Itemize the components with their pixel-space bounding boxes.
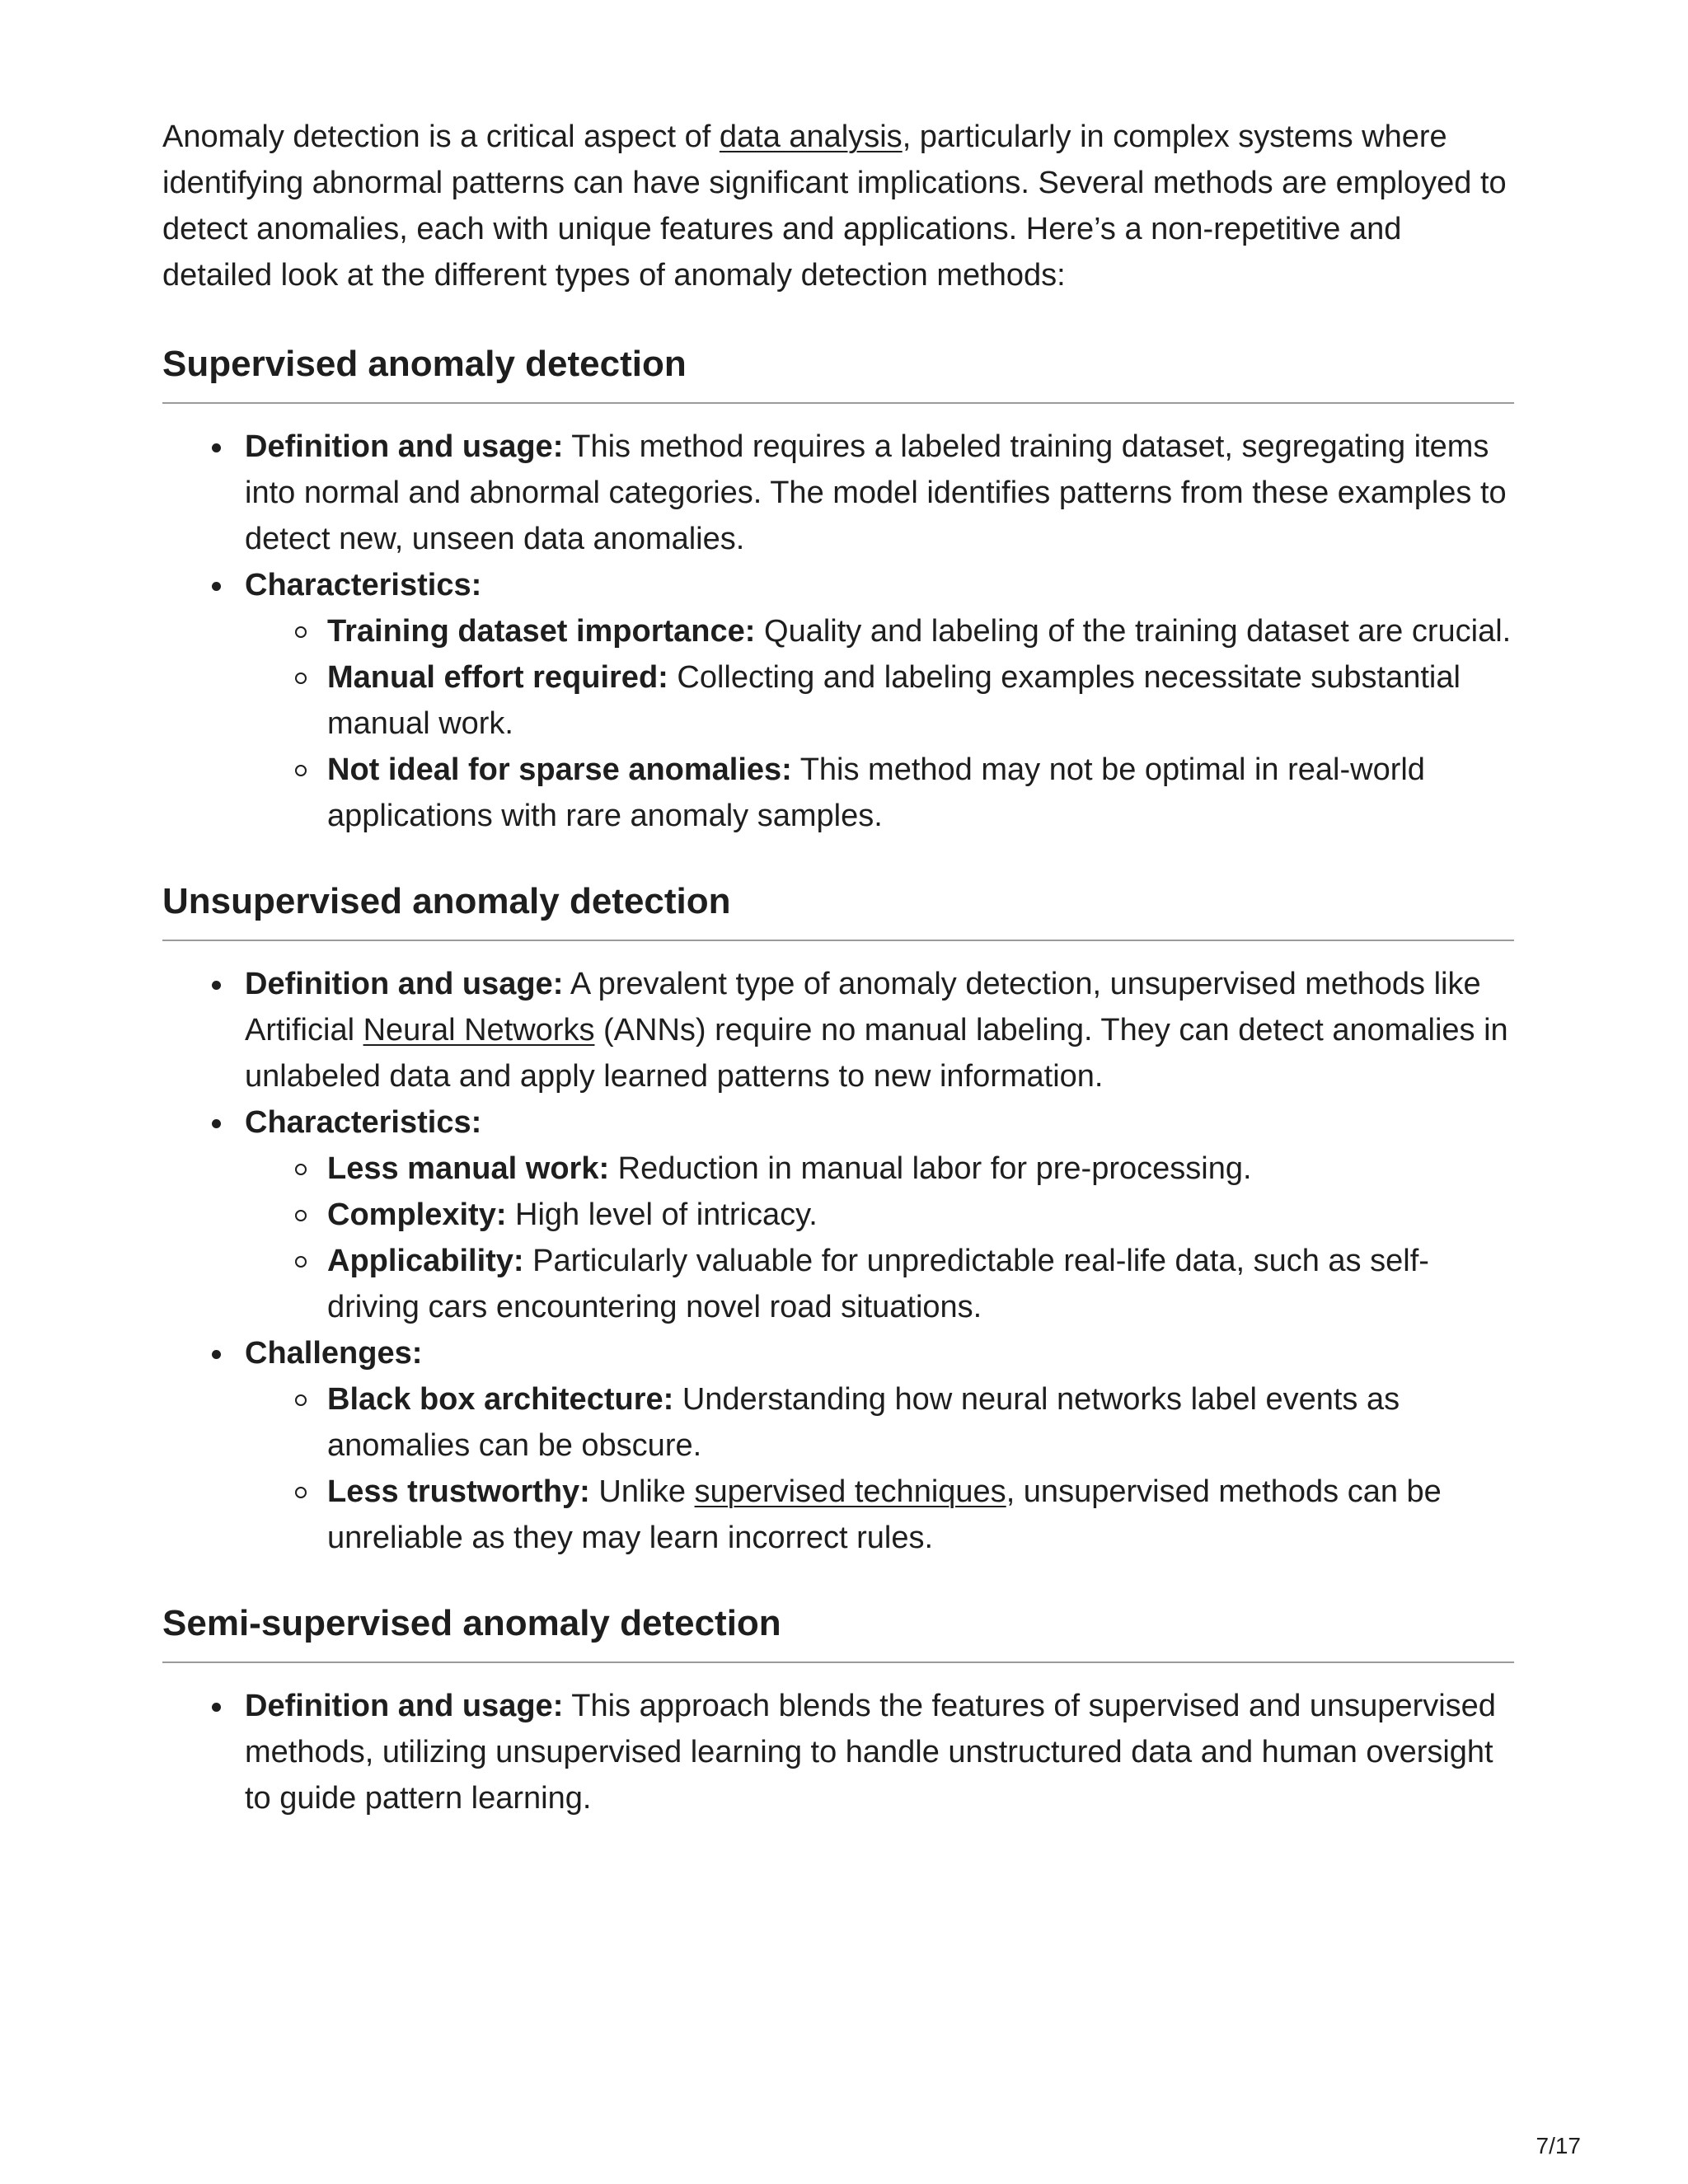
supervised-heading: Supervised anomaly detection bbox=[162, 341, 1514, 404]
definition-text-after: (ANNs) require no manual labeling. They can detect anomalies in unlabeled data and apply learned patterns to new information. bbox=[245, 1013, 1508, 1094]
intro-text-before: Anomaly detection is a critical aspect of bbox=[162, 120, 720, 154]
data-analysis-link[interactable]: data analysis bbox=[719, 120, 903, 154]
definition-label: Definition and usage: bbox=[245, 429, 564, 464]
item-label: Not ideal for sparse anomalies: bbox=[327, 752, 792, 787]
list-item bbox=[245, 1683, 1514, 1821]
item-text: Understanding how neural networks label events as anomalies can be obscure. bbox=[327, 1382, 1400, 1463]
list-item bbox=[327, 608, 1514, 654]
challenges-label: Challenges: bbox=[245, 1336, 423, 1371]
definition-text: This approach blends the features of supervised and unsupervised methods, utilizing unsupervised learning to handle unstructured data and human oversight to guide pattern learning. bbox=[245, 1689, 1496, 1816]
characteristics-list bbox=[245, 608, 1514, 839]
item-label: Training dataset importance: bbox=[327, 614, 756, 649]
item-text: Particularly valuable for unpredictable real-life data, such as self-driving cars encountering novel road situations. bbox=[327, 1244, 1429, 1324]
supervised-list bbox=[162, 424, 1514, 839]
list-item bbox=[327, 1238, 1514, 1330]
page-number: 7/17 bbox=[1536, 2133, 1581, 2158]
list-item bbox=[327, 1146, 1514, 1192]
item-text-after: , unsupervised methods can be unreliable as they may learn incorrect rules. bbox=[327, 1474, 1442, 1555]
item-text: High level of intricacy. bbox=[506, 1197, 818, 1232]
definition-text-before: A prevalent type of anomaly detection, unsupervised methods like Artificial bbox=[245, 967, 1481, 1047]
list-item bbox=[245, 961, 1514, 1099]
item-text: This method may not be optimal in real-world applications with rare anomaly samples. bbox=[327, 752, 1425, 833]
characteristics-label: Characteristics: bbox=[245, 568, 482, 602]
supervised-techniques-link[interactable]: supervised techniques bbox=[694, 1474, 1006, 1509]
list-item bbox=[327, 1376, 1514, 1469]
item-label: Less trustworthy: bbox=[327, 1474, 590, 1509]
item-text-before: Unlike bbox=[589, 1474, 695, 1509]
item-text: Quality and labeling of the training dataset are crucial. bbox=[755, 614, 1512, 649]
list-item bbox=[327, 1192, 1514, 1238]
item-label: Complexity: bbox=[327, 1197, 507, 1232]
item-label: Black box architecture: bbox=[327, 1382, 674, 1417]
neural-networks-link[interactable]: Neural Networks bbox=[363, 1013, 595, 1047]
characteristics-label: Characteristics: bbox=[245, 1105, 482, 1140]
list-item bbox=[327, 654, 1514, 747]
list-item bbox=[245, 1099, 1514, 1330]
definition-label: Definition and usage: bbox=[245, 1689, 564, 1723]
characteristics-list bbox=[245, 1146, 1514, 1330]
list-item bbox=[327, 747, 1514, 839]
item-label: Applicability: bbox=[327, 1244, 524, 1278]
definition-label: Definition and usage: bbox=[245, 967, 564, 1001]
challenges-list bbox=[245, 1376, 1514, 1561]
semi-supervised-list bbox=[162, 1683, 1514, 1821]
item-label: Manual effort required: bbox=[327, 660, 668, 695]
unsupervised-heading: Unsupervised anomaly detection bbox=[162, 879, 1514, 941]
list-item bbox=[245, 1330, 1514, 1561]
semi-supervised-heading: Semi-supervised anomaly detection bbox=[162, 1601, 1514, 1663]
list-item bbox=[245, 424, 1514, 562]
list-item bbox=[327, 1469, 1514, 1561]
list-item bbox=[245, 562, 1514, 839]
unsupervised-list bbox=[162, 961, 1514, 1561]
item-label: Less manual work: bbox=[327, 1151, 610, 1186]
intro-paragraph bbox=[162, 114, 1514, 298]
intro-text-after: , particularly in complex systems where identifying abnormal patterns can have significant implications. Several methods are employed to detect anomalies, each with unique features and applications. Here’s a non-repetitive and detailed look at the different types of anomaly detection methods: bbox=[162, 120, 1507, 293]
item-text: Reduction in manual labor for pre-processing. bbox=[609, 1151, 1252, 1186]
item-text: Collecting and labeling examples necessitate substantial manual work. bbox=[327, 660, 1461, 741]
article-content bbox=[162, 114, 1514, 1821]
definition-text: This method requires a labeled training dataset, segregating items into normal and abnormal categories. The model identifies patterns from these examples to detect new, unseen data anomalies. bbox=[245, 429, 1507, 556]
